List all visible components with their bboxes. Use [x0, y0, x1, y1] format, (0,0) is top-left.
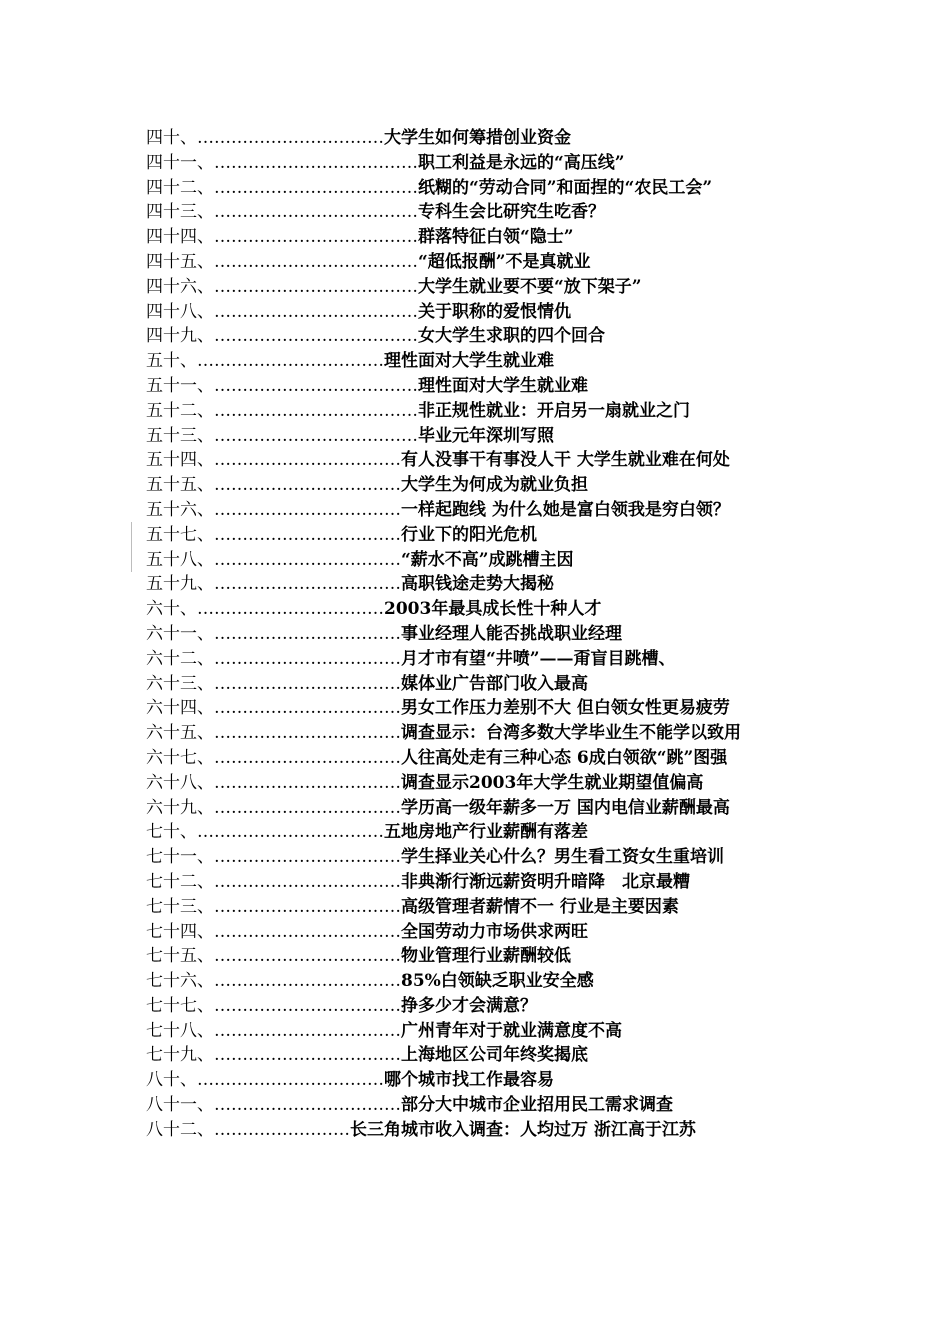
entry-title: 长三角城市收入调查：人均过万 浙江高于江苏 — [350, 1119, 696, 1140]
entry-number: 六十一、 — [146, 623, 214, 644]
dot-leader: …………………… — [214, 1119, 350, 1140]
entry-title: 学生择业关心什么？男生看工资女生重培训 — [401, 847, 724, 868]
entry-number: 四十九、 — [146, 326, 214, 347]
entry-title: 行业下的阳光危机 — [401, 524, 537, 545]
entry-title: 大学生如何筹措创业资金 — [384, 128, 571, 148]
dot-leader: …………………………… — [214, 1020, 401, 1041]
toc-entry — [146, 746, 816, 771]
toc-entry — [146, 349, 816, 374]
dot-leader: …………………………… — [214, 747, 401, 768]
entry-title: 事业经理人能否挑战职业经理 — [401, 623, 622, 644]
toc-entry — [146, 498, 816, 523]
entry-title: 月才市有望“井喷”——甭盲目跳槽、 — [401, 648, 676, 669]
toc-entry — [146, 473, 816, 498]
dot-leader: …………………………… — [214, 623, 401, 644]
entry-title: 调查显示2003年大学生就业期望值偏高 — [401, 772, 704, 793]
entry-title: 关于职称的爱恨情仇 — [418, 301, 571, 322]
toc-entry — [146, 672, 816, 697]
entry-number: 六十八、 — [146, 772, 214, 793]
entry-title: 非正规性就业：开启另一扇就业之门 — [418, 400, 690, 421]
entry-number: 六十二、 — [146, 648, 214, 669]
dot-leader: …………………………… — [197, 822, 384, 843]
entry-number: 五十八、 — [146, 549, 214, 570]
entry-title: 全国劳动力市场供求两旺 — [401, 921, 588, 942]
entry-title: 哪个城市找工作最容易 — [384, 1070, 554, 1091]
margin-marker — [131, 522, 132, 572]
entry-number: 五十二、 — [146, 400, 214, 421]
entry-number: 八十、 — [146, 1070, 197, 1091]
entry-number: 六十九、 — [146, 797, 214, 818]
dot-leader: …………………………… — [214, 499, 401, 520]
dot-leader: …………………………… — [214, 698, 401, 719]
entry-number: 六十、 — [146, 599, 197, 620]
entry-number: 六十三、 — [146, 673, 214, 694]
entry-title: 女大学生求职的四个回合 — [418, 326, 605, 347]
dot-leader: …………………………… — [214, 946, 401, 967]
entry-number: 六十七、 — [146, 747, 214, 768]
entry-title: 人往高处走有三种心态 6成白领欲“跳”图强 — [401, 747, 728, 768]
toc-entry — [146, 721, 816, 746]
toc-entry — [146, 994, 816, 1019]
entry-number: 四十六、 — [146, 276, 214, 297]
entry-number: 七十一、 — [146, 847, 214, 868]
entry-number: 七十五、 — [146, 946, 214, 967]
entry-number: 八十一、 — [146, 1095, 214, 1116]
entry-number: 七十七、 — [146, 995, 214, 1016]
toc-entry — [146, 126, 816, 151]
entry-number: 五十七、 — [146, 524, 214, 545]
dot-leader: …………………………… — [214, 921, 401, 942]
toc-entry — [146, 597, 816, 622]
entry-title: 一样起跑线 为什么她是富白领我是穷白领？ — [401, 499, 730, 520]
dot-leader: …………………………… — [214, 1045, 401, 1066]
entry-title: 媒体业广告部门收入最高 — [401, 673, 588, 694]
dot-leader: …………………………… — [197, 1070, 384, 1091]
toc-entry — [146, 1118, 816, 1143]
toc-entry — [146, 771, 816, 796]
entry-title: 上海地区公司年终奖揭底 — [401, 1045, 588, 1066]
dot-leader: …………………………… — [214, 772, 401, 793]
entry-title: 高职钱途走势大揭秘 — [401, 574, 554, 595]
entry-number: 七十四、 — [146, 921, 214, 942]
toc-entry — [146, 796, 816, 821]
table-of-contents — [146, 126, 816, 1143]
dot-leader: ……………………………… — [214, 301, 418, 322]
dot-leader: …………………………… — [214, 648, 401, 669]
toc-entry — [146, 225, 816, 250]
dot-leader: …………………………… — [214, 847, 401, 868]
toc-entry — [146, 1068, 816, 1093]
dot-leader: …………………………… — [197, 351, 384, 372]
toc-entry — [146, 696, 816, 721]
entry-number: 五十、 — [146, 351, 197, 372]
entry-title: 大学生为何成为就业负担 — [401, 475, 588, 496]
entry-number: 五十六、 — [146, 499, 214, 520]
dot-leader: ……………………………… — [214, 251, 418, 272]
entry-title: 理性面对大学生就业难 — [418, 375, 588, 396]
dot-leader: ……………………………… — [214, 276, 418, 297]
entry-number: 四十八、 — [146, 301, 214, 322]
dot-leader: …………………………… — [214, 871, 401, 892]
entry-number: 五十一、 — [146, 375, 214, 396]
entry-title: 纸糊的“劳动合同”和面捏的“农民工会” — [418, 177, 713, 198]
dot-leader: …………………………… — [214, 723, 401, 744]
toc-entry — [146, 374, 816, 399]
toc-entry — [146, 845, 816, 870]
toc-entry — [146, 820, 816, 845]
entry-title: 物业管理行业薪酬较低 — [401, 946, 571, 967]
entry-number: 七十八、 — [146, 1020, 214, 1041]
entry-number: 四十二、 — [146, 177, 214, 198]
toc-entry — [146, 622, 816, 647]
entry-title: 理性面对大学生就业难 — [384, 351, 554, 372]
toc-entry — [146, 399, 816, 424]
entry-title: 调查显示：台湾多数大学毕业生不能学以致用 — [401, 723, 741, 744]
dot-leader: …………………………… — [214, 549, 401, 570]
dot-leader: ……………………………… — [214, 152, 418, 173]
dot-leader: …………………………… — [214, 896, 401, 917]
dot-leader: ……………………………… — [214, 202, 418, 223]
toc-entry — [146, 151, 816, 176]
dot-leader: …………………………… — [214, 971, 401, 992]
entry-number: 七十二、 — [146, 871, 214, 892]
toc-entry — [146, 1093, 816, 1118]
dot-leader: …………………………… — [197, 128, 384, 148]
entry-title: 毕业元年深圳写照 — [418, 425, 554, 446]
dot-leader: …………………………… — [214, 673, 401, 694]
toc-entry — [146, 448, 816, 473]
toc-entry — [146, 548, 816, 573]
entry-title: 五地房地产行业薪酬有落差 — [384, 822, 588, 843]
dot-leader: …………………………… — [214, 475, 401, 496]
toc-entry — [146, 895, 816, 920]
toc-entry — [146, 200, 816, 225]
entry-number: 七十九、 — [146, 1045, 214, 1066]
entry-number: 七十、 — [146, 822, 197, 843]
dot-leader: ……………………………… — [214, 227, 418, 248]
entry-title: 专科生会比研究生吃香？ — [418, 202, 605, 223]
toc-entry — [146, 647, 816, 672]
dot-leader: …………………………… — [197, 599, 384, 620]
entry-number: 八十二、 — [146, 1119, 214, 1140]
entry-number: 六十四、 — [146, 698, 214, 719]
entry-number: 五十四、 — [146, 450, 214, 471]
toc-entry — [146, 969, 816, 994]
toc-entry — [146, 176, 816, 201]
toc-entry — [146, 1043, 816, 1068]
entry-title: 85%白领缺乏职业安全感 — [401, 971, 594, 992]
dot-leader: …………………………… — [214, 450, 401, 471]
entry-number: 七十三、 — [146, 896, 214, 917]
toc-entry — [146, 523, 816, 548]
dot-leader: ……………………………… — [214, 326, 418, 347]
entry-title: 男女工作压力差别不大 但白领女性更易疲劳 — [401, 698, 730, 719]
entry-number: 四十一、 — [146, 152, 214, 173]
dot-leader: ……………………………… — [214, 375, 418, 396]
entry-title: 2003年最具成长性十种人才 — [384, 599, 602, 620]
entry-number: 四十四、 — [146, 227, 214, 248]
dot-leader: ……………………………… — [214, 425, 418, 446]
toc-entry — [146, 572, 816, 597]
toc-entry — [146, 920, 816, 945]
toc-entry — [146, 324, 816, 349]
dot-leader: ……………………………… — [214, 177, 418, 198]
dot-leader: ……………………………… — [214, 400, 418, 421]
entry-title: 挣多少才会满意？ — [401, 995, 537, 1016]
entry-title: 部分大中城市企业招用民工需求调查 — [401, 1095, 673, 1116]
toc-entry — [146, 944, 816, 969]
entry-title: “薪水不高”成跳槽主因 — [401, 549, 574, 570]
entry-number: 四十三、 — [146, 202, 214, 223]
toc-entry — [146, 275, 816, 300]
entry-number: 七十六、 — [146, 971, 214, 992]
toc-entry — [146, 870, 816, 895]
dot-leader: …………………………… — [214, 995, 401, 1016]
dot-leader: …………………………… — [214, 797, 401, 818]
toc-entry — [146, 1019, 816, 1044]
entry-title: 大学生就业要不要“放下架子” — [418, 276, 642, 297]
entry-number: 五十五、 — [146, 475, 214, 496]
entry-title: 高级管理者薪情不一 行业是主要因素 — [401, 896, 679, 917]
entry-number: 四十、 — [146, 128, 197, 148]
entry-title: 非典渐行渐远薪资明升暗降 北京最糟 — [401, 871, 690, 892]
toc-entry — [146, 424, 816, 449]
entry-number: 五十九、 — [146, 574, 214, 595]
entry-title: 群落特征白领“隐士” — [418, 227, 574, 248]
entry-title: 广州青年对于就业满意度不高 — [401, 1020, 622, 1041]
entry-number: 五十三、 — [146, 425, 214, 446]
entry-title: 职工利益是永远的“高压线” — [418, 152, 625, 173]
toc-entry — [146, 300, 816, 325]
toc-entry — [146, 250, 816, 275]
dot-leader: …………………………… — [214, 574, 401, 595]
dot-leader: …………………………… — [214, 1095, 401, 1116]
entry-title: 学历高一级年薪多一万 国内电信业薪酬最高 — [401, 797, 730, 818]
entry-title: 有人没事干有事没人干 大学生就业难在何处 — [401, 450, 730, 471]
entry-number: 六十五、 — [146, 723, 214, 744]
entry-title: “超低报酬”不是真就业 — [418, 251, 591, 272]
dot-leader: …………………………… — [214, 524, 401, 545]
entry-number: 四十五、 — [146, 251, 214, 272]
